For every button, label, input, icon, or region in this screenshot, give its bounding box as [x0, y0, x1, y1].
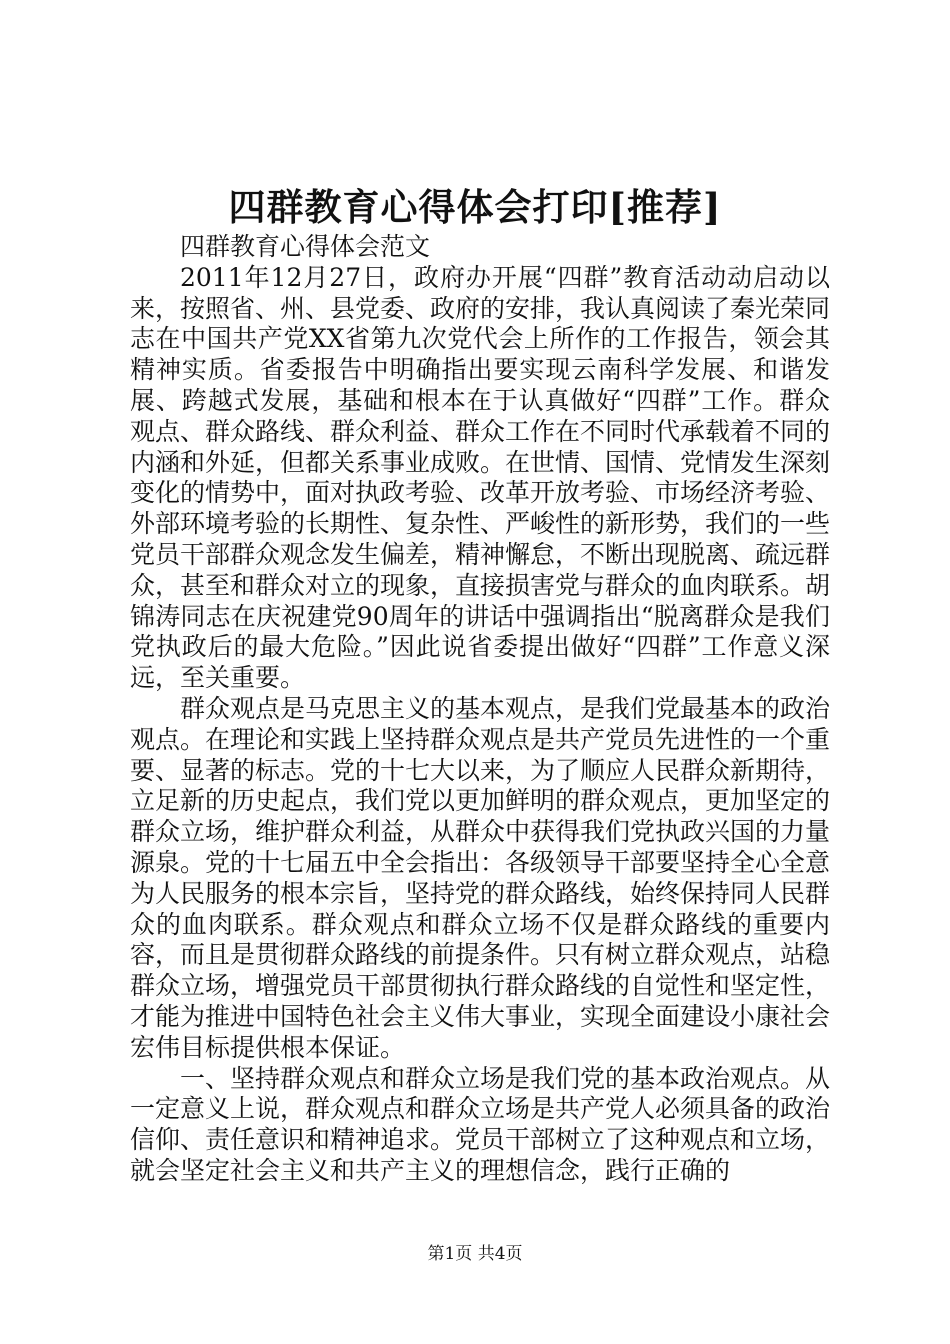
- document-body: [130, 232, 830, 1187]
- paragraph-2: 群众观点是马克思主义的基本观点，是我们党最基本的政治观点。在理论和实践上坚持群众观点是共产党员先进性的一个重要、显著的标志。党的十七大以来，为了顺应人民群众新期待，立足新的历史起点，我们党以更加鲜明的群众观点，更加坚定的群众立场，维护群众利益，从群众中获得我们党执政兴国的力量源泉。党的十七届五中全会指出：各级领导干部要坚持全心全意为人民服务的根本宗旨，坚持党的群众路线，始终保持同人民群众的血肉联系。群众观点和群众立场不仅是群众路线的重要内容，而且是贯彻群众路线的前提条件。只有树立群众观点，站稳群众立场，增强党员干部贯彻执行群众路线的自觉性和坚定性，才能为推进中国特色社会主义伟大事业，实现全面建设小康社会宏伟目标提供根本保证。: [130, 693, 831, 1062]
- page-number-footer: 第1页 共4页: [427, 1244, 523, 1264]
- paragraph-1: 2011年12月27日，政府办开展“四群”教育活动动启动以来，按照省、州、县党委、政府的安排，我认真阅读了秦光荣同志在中国共产党XX省第九次党代会上所作的工作报告，领会其精神实质。省委报告中明确指出要实现云南科学发展、和谐发展、跨越式发展，基础和根本在于认真做好“四群”工作。群众观点、群众路线、群众利益、群众工作在不同时代承载着不同的内涵和外延，但都关系事业成败。在世情、国情、党情发生深刻变化的情势中，面对执政考验、改革开放考验、市场经济考验、外部环境考验的长期性、复杂性、严峻性的新形势，我们的一些党员干部群众观念发生偏差，精神懈怠，不断出现脱离、疏远群众，甚至和群众对立的现象，直接损害党与群众的血肉联系。胡锦涛同志在庆祝建党90周年的讲话中强调指出“脱离群众是我们党执政后的最大危险。”因此说省委提出做好“四群”工作意义深远，至关重要。: [130, 262, 831, 693]
- paragraph-3: 一、坚持群众观点和群众立场是我们党的基本政治观点。从一定意义上说，群众观点和群众立场是共产党人必须具备的政治信仰、责任意识和精神追求。党员干部树立了这种观点和立场，就会坚定社会主义和共产主义的理想信念，践行正确的: [130, 1063, 831, 1185]
- document-title: 四群教育心得体会打印[推荐]: [228, 185, 722, 229]
- paragraph-subtitle: 四群教育心得体会范文: [180, 232, 431, 261]
